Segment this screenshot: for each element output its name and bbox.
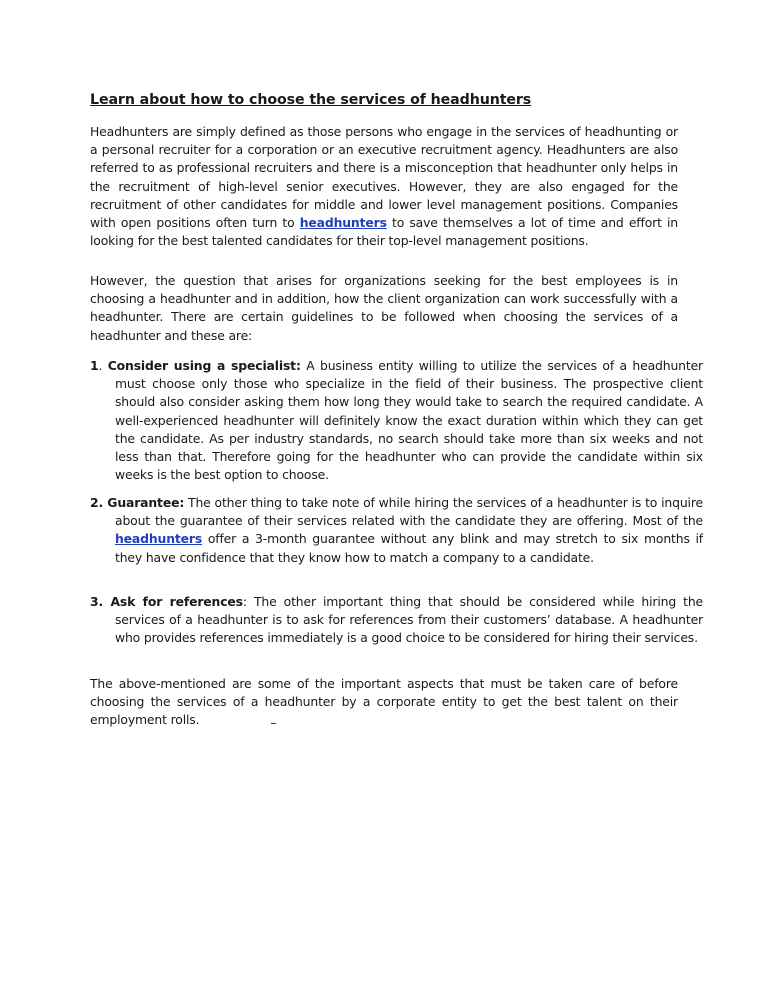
item-text: A business entity willing to utilize the services of a headhunter must choose only those who specialize in the field of their business. The prospective client should also consider asking them how long they would take to search the required candidate. A well-experienced headhunter will definitely know the exact duration within which they can get the candidate. As per industry standards, no search should take more than six weeks and not less than that. Therefore going for the headhunter who can provide the candidate within six weeks is the best option to choose. xyxy=(115,358,703,483)
intro-text-end: to save themselves a lot of time and effort in looking for the best talented candidates for their top-level management positions. xyxy=(90,215,678,249)
page-title: Learn about how to choose the services of headhunters xyxy=(90,92,532,108)
item-number: 1 xyxy=(90,358,99,373)
item-heading: 3. Ask for references xyxy=(90,594,243,609)
list-item-1 xyxy=(90,357,703,484)
intro-text: Headhunters are simply defined as those persons who engage in the services of headhunting or a personal recruiter for a corporation or an executive recruitment agency. Headhunters are also referred to as professional recruiters and there is a misconception that headhunter only helps in the recruitment of high-level senior executives. However, they are also engaged for the recruitment of other candidates for middle and lower level management positions. Companies with open positions often turn to xyxy=(90,124,678,231)
closing-paragraph: The above-mentioned are some of the important aspects that must be taken care of before choosing the services of a headhunter by a corporate entity to get the best talent on their employment rolls. xyxy=(90,676,678,728)
item-heading: Consider using a specialist: xyxy=(107,358,301,373)
item-text-end: offer a 3-month guarantee without any blink and may stretch to six months if they have confidence that they know how to match a company to a candidate. xyxy=(115,531,703,565)
headhunters-link-2[interactable]: headhunters xyxy=(115,531,203,547)
stray-underscore-mark xyxy=(271,723,276,724)
intro-paragraph xyxy=(90,123,678,250)
item-text: : The other important thing that should be considered while hiring the services of a headhunter is to ask for references from their customers’ database. A headhunter who provides references immediately is a good choice to be considered for hiring their services. xyxy=(115,594,703,646)
item-text: The other thing to take note of while hiring the services of a headhunter is to inquire about the guarantee of their services related with the candidate they are offering. Most of the xyxy=(115,495,703,529)
list-item-3 xyxy=(90,593,703,648)
second-paragraph: However, the question that arises for organizations seeking for the best employees is in choosing a headhunter and in addition, how the client organization can work successfully with a headhunter. There are certain guidelines to be followed when choosing the services of a headhunter and these are: xyxy=(90,273,678,343)
headhunters-link[interactable]: headhunters xyxy=(299,215,387,231)
item-heading: 2. Guarantee: xyxy=(90,495,185,510)
list-item-2 xyxy=(90,494,703,567)
item-sep: . xyxy=(98,358,108,373)
